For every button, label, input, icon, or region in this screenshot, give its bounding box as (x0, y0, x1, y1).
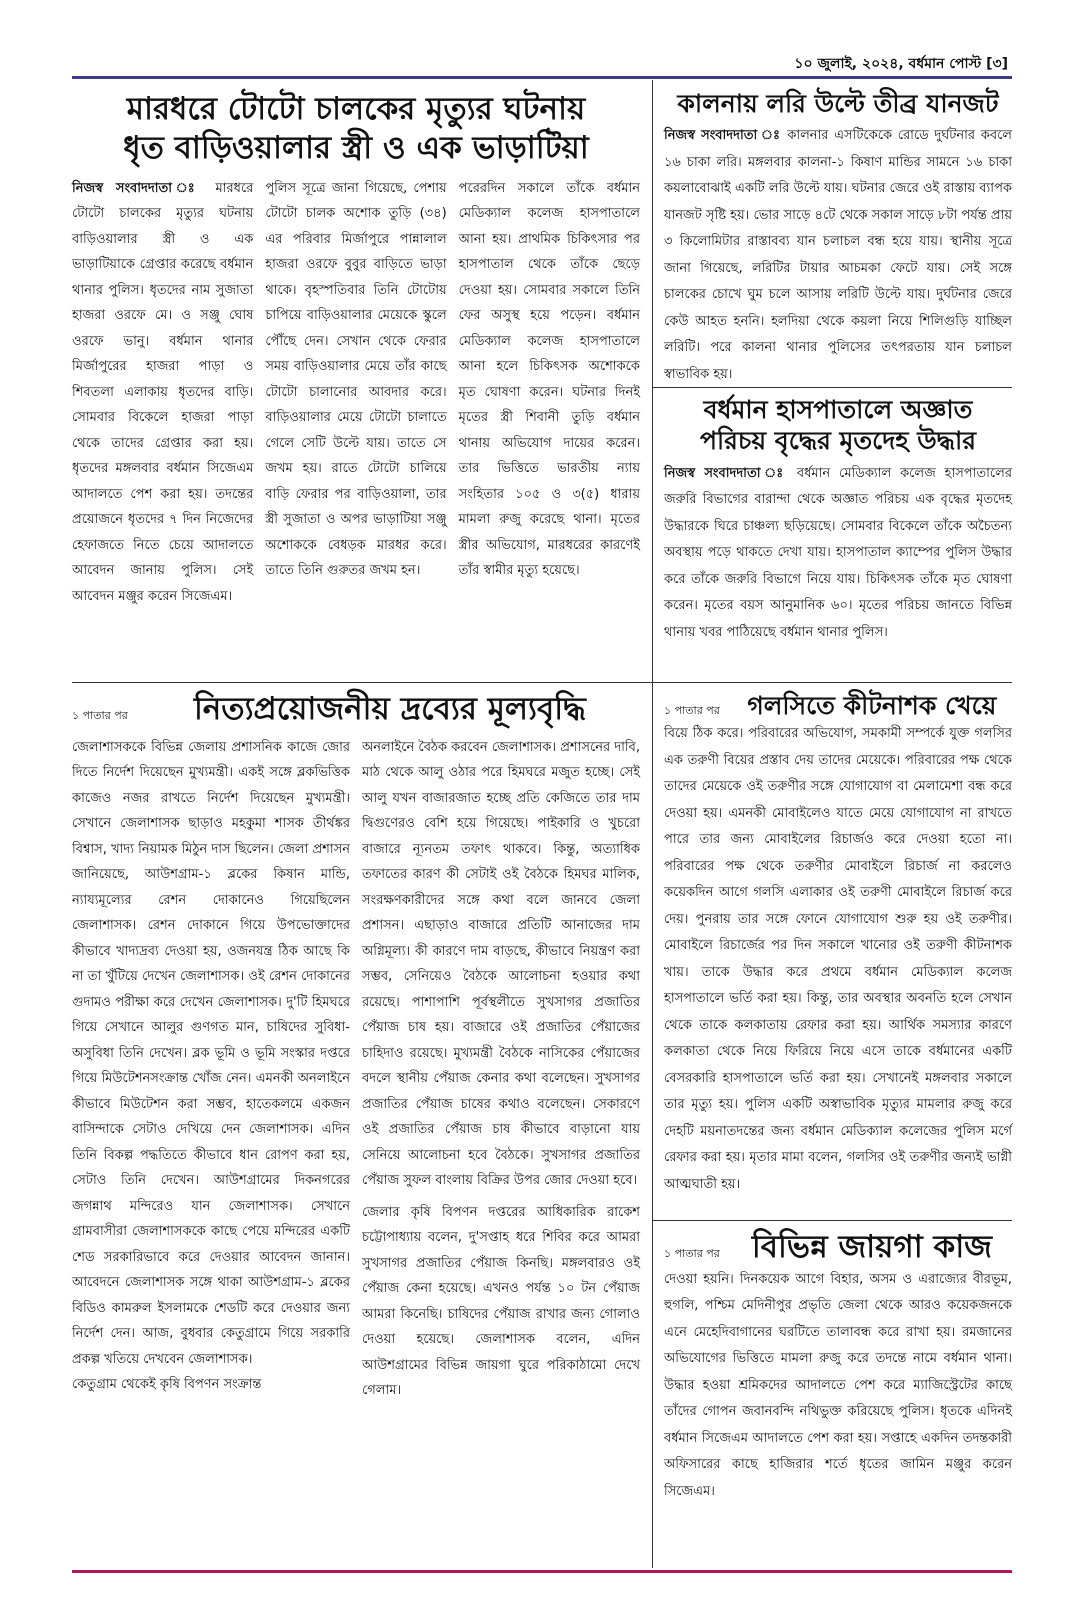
column-divider (652, 80, 653, 1568)
story-hospital-title-2: পরিচয় বৃদ্ধের মৃতদেহ উদ্ধার (699, 426, 976, 456)
bottom-rule (72, 1570, 1012, 1573)
story-unknown-body (664, 394, 1012, 674)
byline: নিজস্ব সংবাদদাতা ঃ (664, 128, 782, 144)
divider-left-1 (72, 682, 652, 683)
story-galsi-pesticide (664, 690, 1012, 1215)
story-price-text-2b: জেলার কৃষি বিপণন দপ্তরের আধিকারিক রাকেশ চট্টোপাধ্যায় বলেন, দু'সপ্তাহ ধরে শিবির করে আমরা সুখসাগর প্রজাতির পেঁয়াজ কিনছি। মঙ্গলবারও ওই পেঁয়াজ কেনা হয়েছে। এখনও পর্যন্ত ১০ টন পেঁয়াজ আমরা কিনেছি। চাষিদের পেঁয়াজ রাখার জন্য গোলাও দেওয়া হয়েছে। জেলাশাসক বলেন, এদিন আউশগ্রামের বিভিন্ন জায়গা ঘুরে পরিকাঠামো দেখে গেলাম। (362, 1204, 640, 1399)
story-various-title: বিভিন্ন জায়গা কাজ (751, 1229, 992, 1265)
story-hospital-title-1: বর্ধমান হাসপাতালে অজ্ঞাত (703, 395, 973, 424)
divider-right-2 (652, 682, 1012, 683)
story-price-rise (72, 690, 640, 1565)
divider-right-3 (652, 1220, 1012, 1221)
story-toto-col-1 (72, 176, 253, 666)
story-various-text: দেওয়া হয়নি। দিনকয়েক আগে বিহার, অসম ও এরাজ্যের বীরভূম, হুগলি, পশ্চিম মেদিনীপুর প্রভৃতি জেলা থেকে আরও কয়েকজনকে এনে মেহেদিবাগানের ঘরটিতে তালাবন্ধ করে রাখা হয়। রমজানের অভিযোগের ভিত্তিতে মামলা রুজু করে তদন্তে নামে বর্ধমান থানা। উদ্ধার হওয়া শ্রমিকদের আদালতে পেশ করে ম্যাজিস্ট্রেটের কাছে তাঁদের গোপন জবানবন্দি নথিভুক্ত করিয়েছে পুলিস। ধৃতকে এদিনই বর্ধমান সিজেএম আদালতে পেশ করা হয়। সপ্তাহে একদিন তদন্তকারী অফিসারের কাছে হাজিরার শর্তে ধৃতের জামিন মঞ্জুর করেন সিজেএম। (664, 1271, 1012, 1499)
story-price-title: নিত্যপ্রয়োজনীয় দ্রব্যের মূল্যবৃদ্ধি (193, 691, 586, 727)
byline: নিজস্ব সংবাদদাতা ঃ (72, 180, 204, 196)
story-price-text-2: অনলাইনে বৈঠক করবেন জেলাশাসক। প্রশাসনের দাবি, মাঠ থেকে আলু ওঠার পরে হিমঘরে মজুত হচ্ছে। সেই আলু যখন বাজারজাত হচ্ছে প্রতি কেজিতে তার দাম দ্বিগুণেরও বেশি হয়ে গিয়েছে। পাইকারি ও খুচরো বাজারে ন্যূনতম তফাৎ থাকবে। কিন্তু, অত্যাধিক তফাতের কারণ কী সেটাই ওই বৈঠকে হিমঘর মালিক, সংরক্ষণকারীদের সঙ্গে কথা বলে জানবে জেলা প্রশাসন। এছাড়াও বাজারে প্রতিটি আনাজের দাম অগ্নিমূল্য। কী কারণে দাম বাড়ছে, কীভাবে নিয়ন্ত্রণ করা সম্ভব, সেনিয়েও বৈঠকে আলোচনা হওয়ার কথা রয়েছে। পাশাপাশি পূর্বস্থলীতে সুখসাগর প্রজাতির পেঁয়াজ চাষ হয়। বাজারে ওই প্রজাতির পেঁয়াজের চাহিদাও রয়েছে। মুখ্যমন্ত্রী বৈঠকে নাসিকের পেঁয়াজের বদলে স্থানীয় পেঁয়াজ কেনার কথা বলেছেন। সুখসাগর প্রজাতির পেঁয়াজ চাষের কথাও বলেছেন। সেকারণে ওই প্রজাতির পেঁয়াজ চাষ কীভাবে বাড়ানো যায় সেনিয়ে আলোচনা হবে বৈঠকে। সুখসাগর প্রজাতির পেঁয়াজ সুফল বাংলায় বিক্রির উপর জোর দেওয়া হবে। (362, 739, 640, 1189)
story-toto-title-1: মারধরে টোটো চালকের মৃত্যুর ঘটনায় (126, 91, 586, 127)
story-toto-death (72, 90, 640, 675)
continued-label: ১ পাতার পর (72, 709, 128, 722)
story-toto-text-3: পরেরদিন সকালে তাঁকে বর্ধমান মেডিক্যাল কলেজ হাসপাতালে আনা হয়। প্রাথমিক চিকিৎসার পর হাসপাতাল থেকে তাঁকে ছেড়ে দেওয়া হয়। সোমবার সকালে তিনি ফের অসুস্থ হয়ে পড়েন। বর্ধমান মেডিক্যাল কলেজ হাসপাতালে আনা হলে চিকিৎসক অশোককে মৃত ঘোষণা করেন। ঘটনার দিনই মৃতের স্ত্রী শিবানী তুড়ি বর্ধমান থানায় অভিযোগ দায়ের করেন। তার ভিত্তিতে ভারতীয় ন্যায় সংহিতার ১০৫ ও ৩(৫) ধারায় মামলা রুজু করেছে থানা। মৃতের স্ত্রীর অভিযোগ, মারধরের কারণেই তাঁর স্বামীর মৃত্যু হয়েছে। (458, 180, 640, 578)
divider-right-1 (652, 387, 1012, 388)
continued-label: ১ পাতার পর (664, 704, 720, 717)
story-galsi-title: গলসিতে কীটনাশক খেয়ে (747, 691, 997, 720)
story-kalna-lorry (664, 88, 1012, 380)
page-header: ১০ জুলাই, ২০২৪, বর্ধমান পোস্ট [৩] (794, 56, 1008, 72)
story-various-work (664, 1228, 1012, 1565)
top-rule (72, 76, 1012, 79)
story-price-col-1 (72, 735, 350, 1555)
story-price-text-1-tail: কেতুগ্রাম থেকেই কৃষি বিপণন সংক্রান্ত (72, 1377, 262, 1393)
story-kalna-text: কালনার এসটিকেকে রোডে দুর্ঘটনার কবলে ১৬ চাকা লরি। মঙ্গলবার কালনা-১ কিষাণ মান্ডির সামনে ১৬ চাকা কয়লাবোঝাই একটি লরি উল্টে যায়। ঘটনার জেরে ওই রাস্তায় ব্যাপক যানজট সৃষ্টি হয়। ভোর সাড়ে ৪টে থেকে সকাল সাড়ে ৮টা পর্যন্ত প্রায় ৩ কিলোমিটার রাস্তাবব্য যান চলাচল বন্ধ হয়ে যায়। স্থানীয় সূত্রে জানা গিয়েছে, লরিটির টায়ার আচমকা ফেটে যায়। সেই সঙ্গে চালকের চোখে ঘুম চলে আসায় লরিটি উল্টে যায়। দুর্ঘটনার জেরে কেউ আহত হননি। হলদিয়া থেকে কয়লা নিয়ে শিলিগুড়ি যাচ্ছিল লরিটি। পরে কালনা থানার পুলিসের তৎপরতায় যান চলাচল স্বাভাবিক হয়। (664, 128, 1012, 382)
byline: নিজস্ব সংবাদদাতা ঃ (664, 465, 788, 481)
story-toto-col-3 (459, 176, 640, 666)
story-price-text-1: জেলাশাসককে বিভিন্ন জেলায় প্রশাসনিক কাজে জোর দিতে নির্দেশ দিয়েছেন মুখ্যমন্ত্রী। একই সঙ্গে ব্লকভিত্তিক কাজেও নজর রাখতে নির্দেশ দিয়েছেন মুখ্যমন্ত্রী। সেখানে জেলাশাসক ছাড়াও মহকুমা শাসক তীর্থঙ্কর বিশ্বাস, খাদ্য নিয়ামক মিঠুন দাস ছিলেন। জেলা প্রশাসন জানিয়েছে, আউশগ্রাম-১ ব্লকের কিষান মান্ডি, ন্যায্যমূল্যের রেশন দোকানেও গিয়েছিলেন জেলাশাসক। রেশন দোকানে গিয়ে উপভোক্তাদের কীভাবে খাদ্যদ্রব্য দেওয়া হয়, ওজনযন্ত্র ঠিক আছে কি না তা খুঁটিয়ে দেখেন জেলাশাসক। ওই রেশন দোকানের গুদামও পরীক্ষা করে দেখেন জেলাশাসক। দু'টি হিমঘরে গিয়ে সেখানে আলুর গুণগত মান, চাষিদের সুবিধা-অসুবিধা তিনি দেখেন। ব্লক ভূমি ও ভূমি সংস্কার দপ্তরে গিয়ে মিউটেশনসংক্রান্ত খোঁজ নেন। এমনকী অনলাইনে কীভাবে মিউটেশন করা সম্ভব, হাতেকলমে একজন বাসিন্দাকে সেটাও দেখিয়ে দেন জেলাশাসক। এদিন তিনি বিকল্প পদ্ধতিতে কীভাবে ধান রোপণ করা হয়, সেটাও তিনি দেখেন। আউশগ্রামের দিকনগরের জগন্নাথ মন্দিরেও যান জেলাশাসক। সেখানে গ্রামবাসীরা জেলাশাসককে কাছে পেয়ে মন্দিরের একটি শেড সরকারিভাবে করে দেওয়ার আবেদন জানান। আবেদনে জেলাশাসক সঙ্গে থাকা আউশগ্রাম-১ ব্লকের বিডিও কামরুল ইসলামকে শেডটি করে দেওয়ার জন্য নির্দেশ দেন। আজ, বুধবার কেতুগ্রামে গিয়ে সরকারি প্রকল্প খতিয়ে দেখবেন জেলাশাসক। (72, 739, 350, 1367)
story-toto-text-2: পুলিস সূত্রে জানা গিয়েছে, পেশায় টোটো চালক অশোক তুড়ি (৩৪) এর পরিবার মির্জাপুরে পান্নালাল হাজরা ওরফে বুবুর বাড়িতে ভাড়া থাকে। বৃহস্পতিবার তিনি টোটোয় চাপিয়ে বাড়িওয়ালার মেয়েকে স্কুলে পৌঁছে দেন। সেখান থেকে ফেরার সময় বাড়িওয়ালার মেয়ে তাঁর কাছে টোটো চালানোর আবদার করে। বাড়িওয়ালার মেয়ে টোটো চালাতে গেলে সেটি উল্টে যায়। তাতে সে জখম হয়। রাতে টোটো চালিয়ে বাড়ি ফেরার পর বাড়িওয়ালা, তার স্ত্রী সুজাতা ও অপর ভাড়াটিয়া সঞ্জু অশোককে বেধড়ক মারধর করে। তাতে তিনি গুরুতর জখম হন। (265, 180, 447, 578)
story-toto-col-2 (265, 176, 446, 666)
continued-label: ১ পাতার পর (664, 1247, 720, 1260)
story-toto-title-2: ধৃত বাড়িওয়ালার স্ত্রী ও এক ভাড়াটিয়া (123, 129, 589, 166)
story-galsi-text: বিয়ে ঠিক করে। পরিবারের অভিযোগ, সমকামী সম্পর্কে যুক্ত গলসির এক তরুণী বিয়ের প্রস্তাব দেয় তাদের মেয়েকে। পরিবারের পক্ষ থেকে তাদের মেয়েকে ওই তরুণীর সঙ্গে যোগাযোগ বা মেলামেশা বন্ধ করে দেওয়া হয়। এমনকী মোবাইলেও যাতে মেয়ে যোগাযোগ না রাখতে পারে তার জন্য মোবাইলের রিচার্জও করে দেওয়া হতো না। পরিবারের পক্ষ থেকে তরুণীর মোবাইলে রিচার্জ না করলেও কয়েকদিন আগে গলসি এলাকার ওই তরুণী মোবাইলে রিচার্জ করে দেয়। পুনরায় তার সঙ্গে ফোনে যোগাযোগ শুরু হয় ওই তরুণীর। মোবাইলে রিচার্জের পর দিন সকালে খানোর ওই তরুণী কীটনাশক খায়। তাকে উদ্ধার করে প্রথমে বর্ধমান মেডিক্যাল কলেজ হাসপাতালে ভর্তি করা হয়। কিন্তু, তার অবস্থার অবনতি হলে সেখান থেকে তাকে কলকাতায় রেফার করা হয়। আর্থিক সমস্যার কারণে কলকাতা থেকে নিয়ে ফিরিয়ে নিয়ে এসে তাকে বর্ধমানের একটি বেসরকারি হাসপাতালে ভর্তি করা হয়। সেখানেই মঙ্গলবার সকালে তার মৃত্যু হয়। পুলিস একটি অস্বাভাবিক মৃত্যুর মামলার রুজু করে দেহটি ময়নাতদন্তের জন্য বর্ধমান মেডিক্যাল কলেজের পুলিস মর্গে রেফার করা হয়। মৃতার মামা বলেন, গলসির ওই তরুণীর জন্যই ভাগ্নী আত্মঘাতী হয়। (664, 726, 1012, 1192)
story-hospital-text: বর্ধমান মেডিক্যাল কলেজ হাসপাতালের জরুরি বিভাগের বারান্দা থেকে অজ্ঞাত পরিচয় এক বৃদ্ধের মৃতদেহ উদ্ধারকে ঘিরে চাঞ্চল্য ছড়িয়েছে। সোমবার বিকেলে তাঁকে অচৈতন্য অবস্থায় পড়ে থাকতে দেখা যায়। হাসপাতাল ক্যাম্পের পুলিস উদ্ধার করে তাঁকে জরুরি বিভাগে নিয়ে যায়। চিকিৎসক তাঁকে মৃত ঘোষণা করেন। মৃতের বয়স আনুমানিক ৬০। মৃতের পরিচয় জানতে বিভিন্ন থানায় খবর পাঠিয়েছে বর্ধমান থানার পুলিস। (664, 465, 1012, 640)
story-price-col-2 (362, 735, 640, 1555)
story-kalna-title: কালনায় লরি উল্টে তীব্র যানজট (677, 89, 999, 118)
story-toto-text-1: মারধরে টোটো চালকের মৃত্যুর ঘটনায় বাড়িওয়ালার স্ত্রী ও এক ভাড়াটিয়াকে গ্রেপ্তার করেছে বর্ধমান থানার পুলিস। ধৃতদের নাম সুজাতা হাজরা ওরফে মে। ও সঞ্জু ঘোষ ওরফে ভানু। বর্ধমান থানার মির্জাপুরের হাজরা পাড়া ও শিবতলা এলাকায় ধৃতদের বাড়ি। সোমবার বিকেলে হাজরা পাড়া থেকে তাদের গ্রেপ্তার করা হয়। ধৃতদের মঙ্গলবার বর্ধমান সিজেএম আদালতে পেশ করা হয়। তদন্তের প্রয়োজনে ধৃতদের ৭ দিন নিজেদের হেফাজতে নিতে চেয়ে আদালতে আবেদন জানায় পুলিস। সেই আবেদন মঞ্জুর করেন সিজেএম। (72, 180, 254, 604)
